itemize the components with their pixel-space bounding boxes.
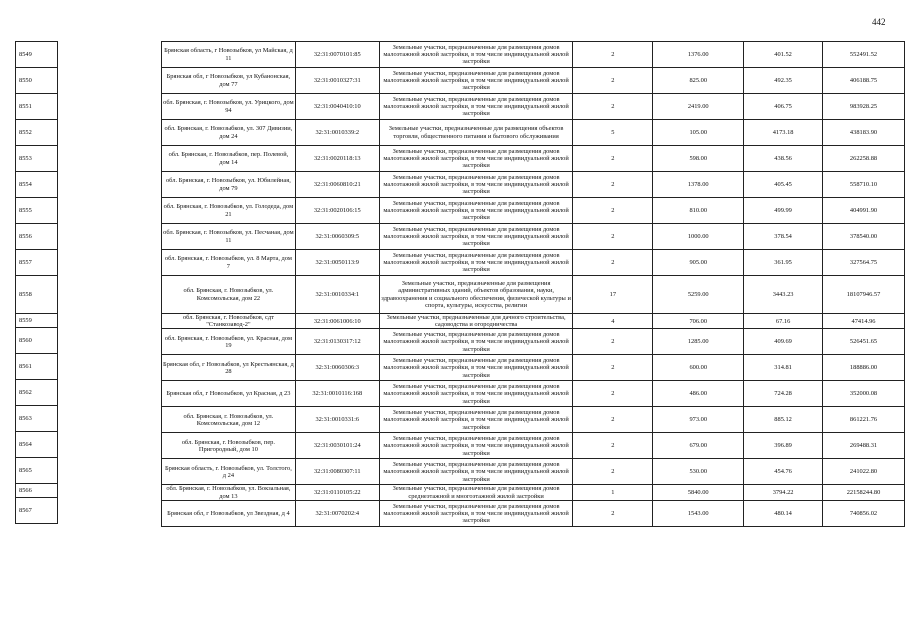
row-number-row	[16, 68, 58, 94]
row-number-row	[16, 172, 58, 198]
unit-value-cell: 361.95	[744, 250, 823, 276]
unit-value-cell: 314.81	[744, 355, 823, 381]
area-cell: 1543.00	[653, 500, 744, 526]
table-row	[162, 355, 905, 381]
cadastral-value-cell: 269488.31	[823, 433, 905, 459]
group-cell: 2	[573, 68, 653, 94]
address-cell: Брянская обл, г Новозыбков, ул Звездная, д 4	[162, 500, 296, 526]
group-cell: 4	[573, 314, 653, 329]
cadastral-number-cell: 32:31:0040410:10	[295, 94, 379, 120]
table-row	[162, 224, 905, 250]
address-cell: обл. Брянская, г. Новозыбков, ул. Красная, дом 19	[162, 329, 296, 355]
table-row	[162, 146, 905, 172]
group-cell: 2	[573, 407, 653, 433]
address-cell: Брянская область, г. Новозыбков, ул. Толстого, д 24	[162, 459, 296, 485]
address-cell: обл. Брянская, г. Новозыбков, сдт "Станкозавод-2"	[162, 314, 296, 329]
unit-value-cell: 406.75	[744, 94, 823, 120]
cadastral-number-cell: 32:31:0080307:11	[295, 459, 379, 485]
cadastral-number-cell: 32:31:0060306:3	[295, 355, 379, 381]
row-number-row	[16, 458, 58, 484]
cadastral-value-cell: 22158244.80	[823, 485, 905, 500]
land-use-cell: Земельные участки, предназначенные для размещения домов среднеэтажной и многоэтажной жилой застройки	[379, 485, 573, 500]
group-cell: 2	[573, 381, 653, 407]
table-row	[162, 198, 905, 224]
cadastral-value-cell: 526451.65	[823, 329, 905, 355]
unit-value-cell: 480.14	[744, 500, 823, 526]
cadastral-number-cell: 32:31:0010339:2	[295, 120, 379, 146]
unit-value-cell: 724.28	[744, 381, 823, 407]
unit-value-cell: 499.99	[744, 198, 823, 224]
unit-value-cell: 409.69	[744, 329, 823, 355]
cadastral-number-cell: 32:31:0010334:1	[295, 276, 379, 314]
cadastral-number-cell: 32:31:0020118:13	[295, 146, 379, 172]
group-cell: 2	[573, 224, 653, 250]
cadastral-value-cell: 558710.10	[823, 172, 905, 198]
table-row	[162, 485, 905, 500]
cadastral-value-cell: 47414.96	[823, 314, 905, 329]
table-row	[162, 250, 905, 276]
address-cell: обл. Брянская, г. Новозыбков, ул. Комсомольская, дом 22	[162, 276, 296, 314]
area-cell: 706.00	[653, 314, 744, 329]
cadastral-value-cell: 552491.52	[823, 42, 905, 68]
row-number-row	[16, 484, 58, 498]
address-cell: обл. Брянская, г. Новозыбков, ул. 8 Марта, дом 7	[162, 250, 296, 276]
address-cell: обл. Брянская, г. Новозыбков, ул. Юбилейная, дом 79	[162, 172, 296, 198]
land-use-cell: Земельные участки, предназначенные для размещения домов малоэтажной жилой застройки, в том числе индивидуальной жилой застройки	[379, 433, 573, 459]
area-cell: 5259.00	[653, 276, 744, 314]
unit-value-cell: 67.16	[744, 314, 823, 329]
address-cell: Брянская область, г Новозыбков, ул Майская, д 11	[162, 42, 296, 68]
address-cell: обл. Брянская, г. Новозыбков, ул. Урицкого, дом 94	[162, 94, 296, 120]
group-cell: 2	[573, 198, 653, 224]
group-cell: 2	[573, 500, 653, 526]
area-cell: 810.00	[653, 198, 744, 224]
unit-value-cell: 405.45	[744, 172, 823, 198]
group-cell: 2	[573, 42, 653, 68]
row-number-column	[15, 41, 58, 524]
row-number-row	[16, 224, 58, 250]
row-id-cell: 8550	[16, 68, 58, 94]
address-cell: Брянская обл, г Новозыбков, ул Крестьянская, д 28	[162, 355, 296, 381]
area-cell: 905.00	[653, 250, 744, 276]
address-cell: обл. Брянская, г. Новозыбков, ул. 307 Дивизии, дом 24	[162, 120, 296, 146]
row-id-cell: 8552	[16, 120, 58, 146]
land-use-cell: Земельные участки, предназначенные для размещения домов малоэтажной жилой застройки, в том числе индивидуальной жилой застройки	[379, 146, 573, 172]
unit-value-cell: 3443.23	[744, 276, 823, 314]
unit-value-cell: 438.56	[744, 146, 823, 172]
area-cell: 973.00	[653, 407, 744, 433]
land-use-cell: Земельные участки, предназначенные для размещения административных зданий, объектов образования, науки, здравоохранения и социального обеспечения, физической культуры и спорта, культуры, искусства, религии	[379, 276, 573, 314]
row-number-row	[16, 354, 58, 380]
unit-value-cell: 492.35	[744, 68, 823, 94]
group-cell: 17	[573, 276, 653, 314]
address-cell: обл. Брянская, г. Новозыбков, пер. Полевой, дом 14	[162, 146, 296, 172]
area-cell: 2419.00	[653, 94, 744, 120]
table-row	[162, 433, 905, 459]
land-use-cell: Земельные участки, предназначенные для размещения домов малоэтажной жилой застройки, в том числе индивидуальной жилой застройки	[379, 68, 573, 94]
table-row	[162, 120, 905, 146]
address-cell: Брянская обл, г Новозыбков, ул Кубанонская, дом 77	[162, 68, 296, 94]
cadastral-number-cell: 32:31:0060309:5	[295, 224, 379, 250]
row-id-cell: 8549	[16, 42, 58, 68]
land-use-cell: Земельные участки, предназначенные для размещения домов малоэтажной жилой застройки, в том числе индивидуальной жилой застройки	[379, 329, 573, 355]
group-cell: 2	[573, 94, 653, 120]
cadastral-number-cell: 32:31:0070202:4	[295, 500, 379, 526]
cadastral-value-cell: 18107946.57	[823, 276, 905, 314]
unit-value-cell: 3794.22	[744, 485, 823, 500]
cadastral-value-cell: 983928.25	[823, 94, 905, 120]
address-cell: обл. Брянская, г. Новозыбков, ул. Вокзальная, дом 13	[162, 485, 296, 500]
cadastral-number-cell: 32:31:0060810:21	[295, 172, 379, 198]
row-number-row	[16, 146, 58, 172]
group-cell: 2	[573, 355, 653, 381]
address-cell: обл. Брянская, г. Новозыбков, пер. Пригородный, дом 10	[162, 433, 296, 459]
row-id-cell: 8557	[16, 250, 58, 276]
area-cell: 679.00	[653, 433, 744, 459]
land-use-cell: Земельные участки, предназначенные для размещения домов малоэтажной жилой застройки, в том числе индивидуальной жилой застройки	[379, 459, 573, 485]
row-number-row	[16, 314, 58, 328]
unit-value-cell: 396.89	[744, 433, 823, 459]
land-use-cell: Земельные участки, предназначенные для размещения домов малоэтажной жилой застройки, в том числе индивидуальной жилой застройки	[379, 355, 573, 381]
row-number-row	[16, 276, 58, 314]
table-row	[162, 276, 905, 314]
cadastral-number-cell: 32:31:0010327:31	[295, 68, 379, 94]
group-cell: 1	[573, 485, 653, 500]
area-cell: 598.00	[653, 146, 744, 172]
row-number-row	[16, 432, 58, 458]
row-id-cell: 8567	[16, 498, 58, 524]
cadastral-value-cell: 740856.02	[823, 500, 905, 526]
row-id-cell: 8565	[16, 458, 58, 484]
area-cell: 825.00	[653, 68, 744, 94]
group-cell: 2	[573, 329, 653, 355]
cadastral-number-cell: 32:31:0010331:6	[295, 407, 379, 433]
cadastral-value-cell: 378540.00	[823, 224, 905, 250]
cadastral-value-cell: 188886.00	[823, 355, 905, 381]
table-row	[162, 381, 905, 407]
cadastral-value-cell: 352000.08	[823, 381, 905, 407]
table-row	[162, 314, 905, 329]
unit-value-cell: 401.52	[744, 42, 823, 68]
land-use-cell: Земельные участки, предназначенные для размещения домов малоэтажной жилой застройки, в том числе индивидуальной жилой застройки	[379, 224, 573, 250]
cadastral-number-cell: 32:31:0070101:85	[295, 42, 379, 68]
row-id-cell: 8566	[16, 484, 58, 498]
row-number-row	[16, 120, 58, 146]
table-row	[162, 407, 905, 433]
cadastral-value-cell: 262258.88	[823, 146, 905, 172]
table-row	[162, 459, 905, 485]
area-cell: 1378.00	[653, 172, 744, 198]
table-row	[162, 329, 905, 355]
land-use-cell: Земельные участки, предназначенные для размещения домов малоэтажной жилой застройки, в том числе индивидуальной жилой застройки	[379, 381, 573, 407]
cadastral-value-table	[161, 41, 905, 527]
cadastral-number-cell: 32:31:0110105:22	[295, 485, 379, 500]
land-use-cell: Земельные участки, предназначенные для размещения домов малоэтажной жилой застройки, в том числе индивидуальной жилой застройки	[379, 42, 573, 68]
address-cell: обл. Брянская, г. Новозыбков, ул. Комсомольская, дом 12	[162, 407, 296, 433]
row-id-cell: 8553	[16, 146, 58, 172]
area-cell: 1000.00	[653, 224, 744, 250]
unit-value-cell: 454.76	[744, 459, 823, 485]
row-id-cell: 8561	[16, 354, 58, 380]
land-use-cell: Земельные участки, предназначенные для размещения домов малоэтажной жилой застройки, в том числе индивидуальной жилой застройки	[379, 500, 573, 526]
table-row	[162, 94, 905, 120]
row-number-row	[16, 42, 58, 68]
land-use-cell: Земельные участки, предназначенные для размещения объектов торговли, общественного питания и бытового обслуживания	[379, 120, 573, 146]
cadastral-value-cell: 438183.90	[823, 120, 905, 146]
unit-value-cell: 378.54	[744, 224, 823, 250]
group-cell: 2	[573, 433, 653, 459]
cadastral-number-cell: 32:31:0061006:10	[295, 314, 379, 329]
address-cell: обл. Брянская, г. Новозыбков, ул. Песчаная, дом 11	[162, 224, 296, 250]
row-id-cell: 8563	[16, 406, 58, 432]
table-row	[162, 42, 905, 68]
group-cell: 5	[573, 120, 653, 146]
table-row	[162, 172, 905, 198]
row-number-row	[16, 328, 58, 354]
area-cell: 600.00	[653, 355, 744, 381]
land-use-cell: Земельные участки, предназначенные для размещения домов малоэтажной жилой застройки, в том числе индивидуальной жилой застройки	[379, 94, 573, 120]
cadastral-number-cell: 32:31:0010116:168	[295, 381, 379, 407]
group-cell: 2	[573, 250, 653, 276]
land-use-cell: Земельные участки, предназначенные для размещения домов малоэтажной жилой застройки, в том числе индивидуальной жилой застройки	[379, 172, 573, 198]
cadastral-value-cell: 404991.90	[823, 198, 905, 224]
group-cell: 2	[573, 459, 653, 485]
address-cell: обл. Брянская, г. Новозыбков, ул. Голодеда, дом 21	[162, 198, 296, 224]
land-use-cell: Земельные участки, предназначенные для размещения домов малоэтажной жилой застройки, в том числе индивидуальной жилой застройки	[379, 407, 573, 433]
row-number-row	[16, 406, 58, 432]
area-cell: 105.00	[653, 120, 744, 146]
row-id-cell: 8558	[16, 276, 58, 314]
area-cell: 486.00	[653, 381, 744, 407]
cadastral-value-cell: 241022.80	[823, 459, 905, 485]
area-cell: 5840.00	[653, 485, 744, 500]
unit-value-cell: 885.12	[744, 407, 823, 433]
area-cell: 1285.00	[653, 329, 744, 355]
cadastral-value-cell: 327564.75	[823, 250, 905, 276]
row-number-row	[16, 498, 58, 524]
area-cell: 1376.00	[653, 42, 744, 68]
row-id-cell: 8551	[16, 94, 58, 120]
group-cell: 2	[573, 146, 653, 172]
row-number-row	[16, 94, 58, 120]
cadastral-number-cell: 32:31:0030101:24	[295, 433, 379, 459]
land-use-cell: Земельные участки, предназначенные для размещения домов малоэтажной жилой застройки, в том числе индивидуальной жилой застройки	[379, 198, 573, 224]
cadastral-value-cell: 406188.75	[823, 68, 905, 94]
row-id-cell: 8555	[16, 198, 58, 224]
unit-value-cell: 4173.18	[744, 120, 823, 146]
row-id-cell: 8560	[16, 328, 58, 354]
cadastral-number-cell: 32:31:0020106:15	[295, 198, 379, 224]
row-id-cell: 8556	[16, 224, 58, 250]
row-number-row	[16, 198, 58, 224]
cadastral-value-cell: 861221.76	[823, 407, 905, 433]
land-use-cell: Земельные участки, предназначенные для дачного строительства, садоводства и огородничества	[379, 314, 573, 329]
address-cell: Брянская обл, г Новозыбков, ул Красная, д 23	[162, 381, 296, 407]
row-id-cell: 8564	[16, 432, 58, 458]
row-id-cell: 8562	[16, 380, 58, 406]
row-number-row	[16, 380, 58, 406]
cadastral-number-cell: 32:31:0130317:12	[295, 329, 379, 355]
page-number: 442	[872, 17, 886, 27]
table-row	[162, 500, 905, 526]
table-row	[162, 68, 905, 94]
row-number-row	[16, 250, 58, 276]
group-cell: 2	[573, 172, 653, 198]
area-cell: 530.00	[653, 459, 744, 485]
land-use-cell: Земельные участки, предназначенные для размещения домов малоэтажной жилой застройки, в том числе индивидуальной жилой застройки	[379, 250, 573, 276]
row-id-cell: 8559	[16, 314, 58, 328]
row-id-cell: 8554	[16, 172, 58, 198]
cadastral-number-cell: 32:31:0050113:9	[295, 250, 379, 276]
